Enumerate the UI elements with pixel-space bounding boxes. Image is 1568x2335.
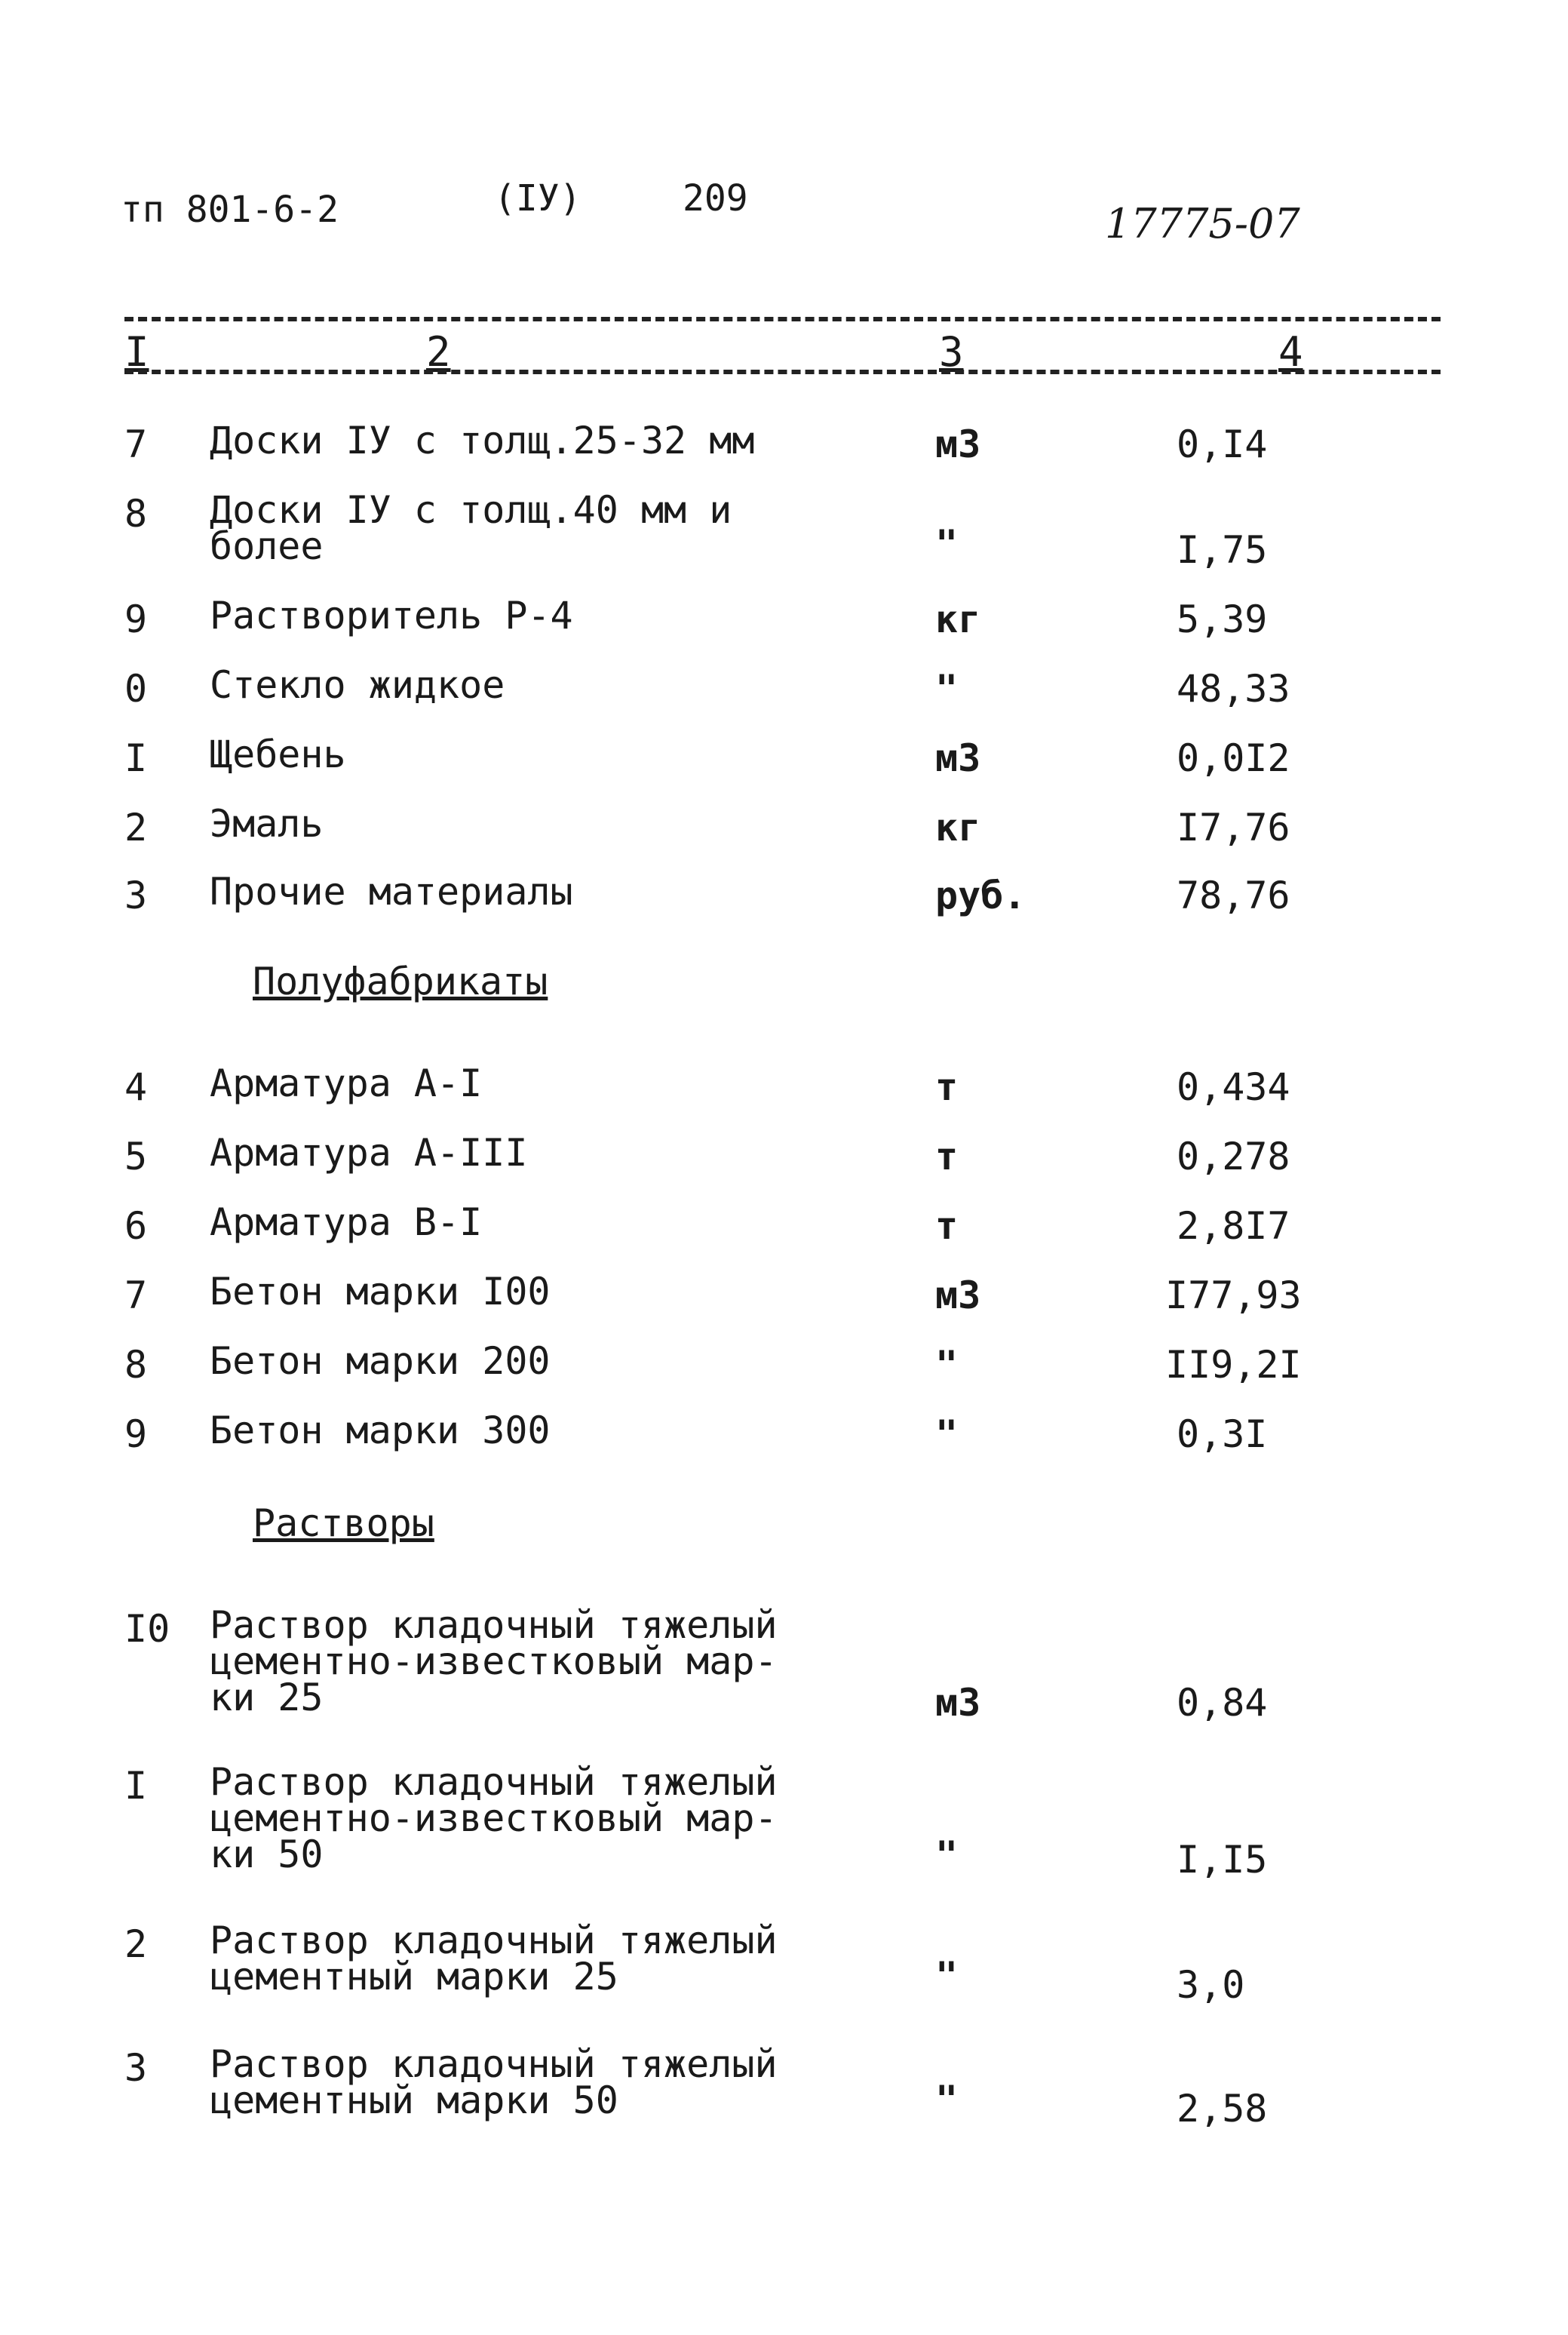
row-unit: т [935,1204,959,1248]
header-top-rule [124,317,1441,321]
row-name: Доски IУ с толщ.40 мм и более [210,488,732,568]
row-name: Бетон марки I00 [210,1270,551,1313]
row-value: I,I5 [1177,1838,1268,1882]
row-number: 2 [124,806,148,850]
row-unit: кг [935,598,981,641]
row-name: Раствор кладочный тяжелый цементно-известковый мар- ки 25 [210,1603,778,1719]
row-unit: " [935,1412,959,1456]
row-number: 0 [124,667,148,711]
row-name: Стекло жидкое [210,663,505,707]
row-name: Бетон марки 200 [210,1339,551,1383]
row-name: Прочие материалы [210,870,573,914]
row-number: 8 [124,492,148,536]
row-unit: т [935,1065,959,1109]
row-number: I [124,1764,148,1808]
row-unit: " [935,1954,959,1998]
row-value: 0,84 [1177,1681,1268,1725]
row-unit: " [935,522,959,566]
row-number: 3 [124,874,148,917]
section-heading-mortars: Растворы [253,1501,434,1545]
row-unit: м3 [935,1273,981,1317]
row-value: 0,278 [1177,1135,1290,1178]
volume-label: (IУ) [494,177,581,220]
row-name: Раствор кладочный тяжелый цементный марки 50 [210,2042,778,2122]
row-value: 5,39 [1177,598,1268,641]
row-number: I0 [124,1607,170,1651]
row-value: I7,76 [1177,806,1290,850]
inventory-stamp: 17775-07 [1105,200,1300,247]
row-name: Арматура В-I [210,1200,483,1244]
row-name: Раствор кладочный тяжелый цементный марки 25 [210,1919,778,1999]
row-number: I [124,736,148,780]
page-number: 209 [683,177,748,220]
row-name: Раствор кладочный тяжелый цементно-известковый мар- ки 50 [210,1760,778,1876]
row-name: Бетон марки 300 [210,1409,551,1452]
row-name: Арматура А-I [210,1062,483,1105]
row-number: 4 [124,1065,148,1109]
column-number-4: 4 [1278,328,1303,376]
row-unit: " [935,667,959,711]
document-code: тп 801-6-2 [121,189,339,231]
row-value: 2,8I7 [1177,1204,1290,1248]
row-unit: руб. [935,874,1026,917]
row-number: 9 [124,1412,148,1456]
row-name: Арматура А-III [210,1131,528,1175]
row-number: 7 [124,1273,148,1317]
row-number: 9 [124,598,148,641]
row-value: I,75 [1177,528,1268,572]
column-number-3: 3 [939,328,964,376]
row-value: 3,0 [1177,1963,1245,2007]
row-name: Доски IУ с толщ.25-32 мм [210,419,755,462]
row-name: Растворитель Р-4 [210,594,573,638]
row-unit: " [935,1833,959,1877]
row-name: Щебень [210,733,346,776]
row-value: 0,0I2 [1177,736,1290,780]
row-unit: м3 [935,422,981,466]
row-value: 0,I4 [1177,422,1268,466]
row-number: 7 [124,422,148,466]
column-number-2: 2 [426,328,451,376]
row-unit: м3 [935,1681,981,1725]
row-value: 78,76 [1177,874,1290,917]
row-value: I77,93 [1165,1273,1302,1317]
header-bottom-rule [124,370,1441,374]
row-unit: кг [935,806,981,850]
row-value: II9,2I [1165,1343,1302,1387]
row-unit: т [935,1135,959,1178]
row-number: 5 [124,1135,148,1178]
row-number: 3 [124,2046,148,2090]
row-number: 8 [124,1343,148,1387]
row-value: 48,33 [1177,667,1290,711]
row-unit: м3 [935,736,981,780]
row-value: 0,3I [1177,1412,1268,1456]
row-name: Эмаль [210,802,324,846]
row-number: 2 [124,1922,148,1966]
section-heading-semi-products: Полуфабрикаты [253,960,548,1003]
row-value: 2,58 [1177,2087,1268,2131]
row-value: 0,434 [1177,1065,1290,1109]
row-unit: " [935,2078,959,2121]
column-number-1: I [124,328,149,376]
row-number: 6 [124,1204,148,1248]
row-unit: " [935,1343,959,1387]
